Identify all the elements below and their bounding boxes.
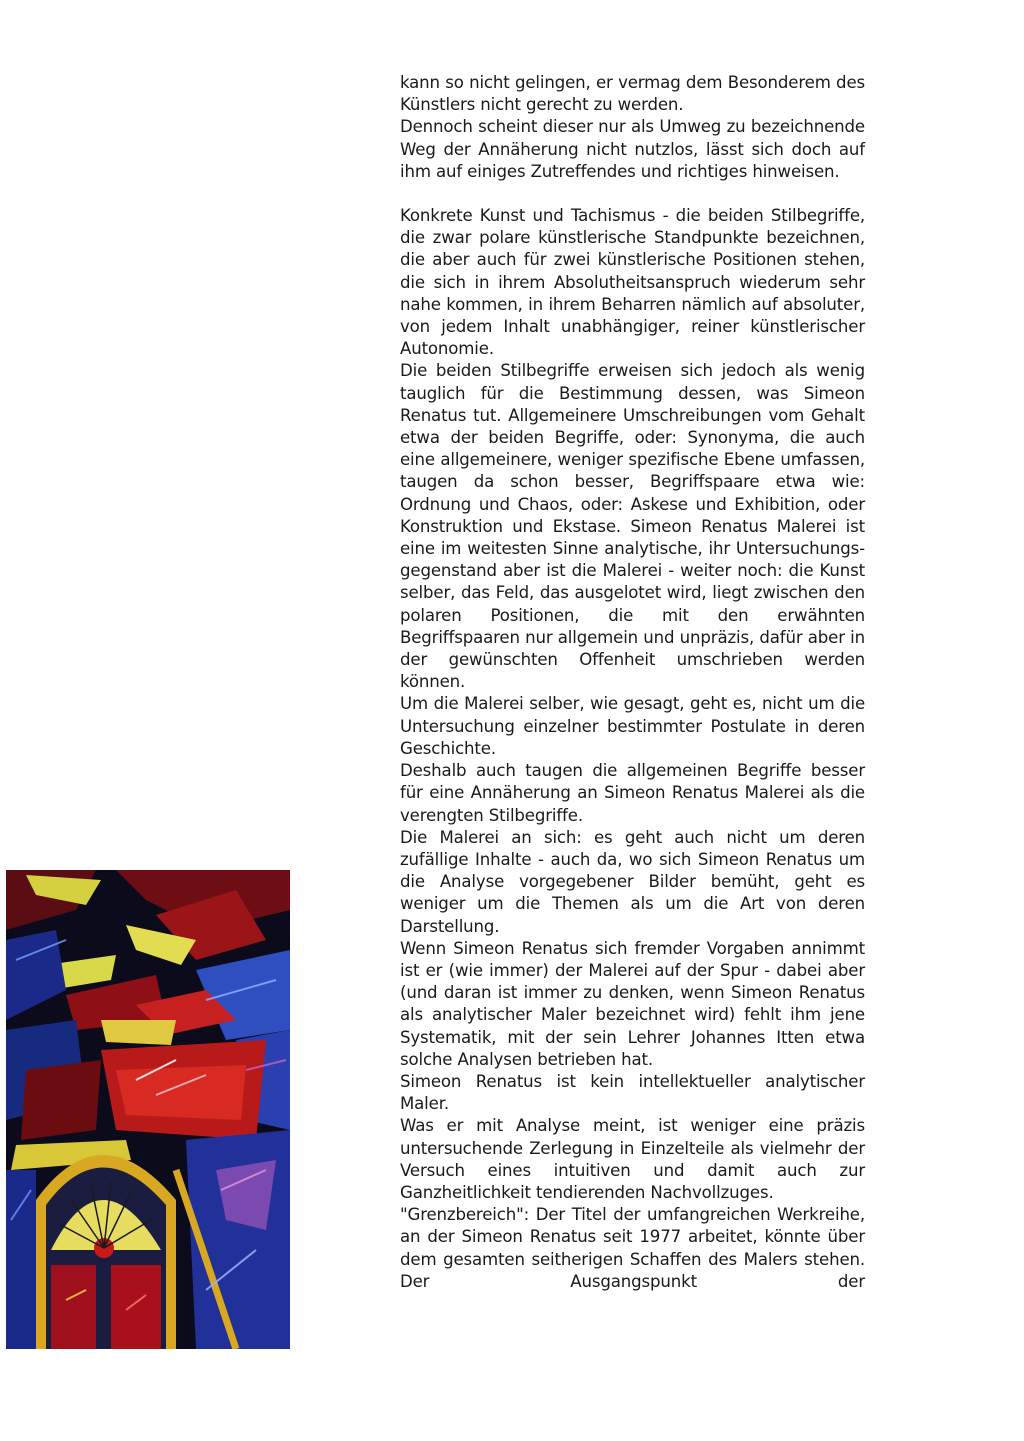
article-text-column — [400, 72, 865, 1293]
painting-artwork — [6, 870, 290, 1349]
abstract-painting-image — [6, 870, 290, 1349]
paragraph: Dennoch scheint dieser nur als Umweg zu bezeichnende Weg der Annäherung nicht nutzlos, lässt sich doch auf ihm auf einiges Zutreffendes und richtiges hinweisen. — [400, 117, 865, 181]
paragraph: Die Malerei an sich: es geht auch nicht um deren zufällige Inhalte - auch da, wo sich Simeon Renatus um die Analyse vorgegebener Bilder bemüht, geht es weniger um die Themen als um die Art von deren Darstellung. — [400, 827, 865, 936]
paragraph: Konkrete Kunst und Tachismus - die beiden Stilbegriffe, die zwar polare künstlerische Standpunkte bezeichnen, die aber auch für zwei künstlerische Positionen stehen, die sich in ihrem Absolutheitsanspruch wiederum sehr nahe kommen, in ihrem Beharren nämlich auf absoluter, von jedem Inhalt unabhängiger, reiner künstlerischer Autonomie. — [400, 206, 865, 359]
paragraph: Wenn Simeon Renatus sich fremder Vorgaben annimmt ist er (wie immer) der Malerei auf der Spur - dabei aber (und daran ist immer zu denken, wenn Simeon Renatus als analytischer Maler bezeichnet wird) fehlt ihm jene Systematik, mit der sein Lehrer Johannes Itten etwa solche Analysen betrieben hat. — [400, 938, 865, 1069]
paragraph: Die beiden Stilbegriffe erweisen sich jedoch als wenig tauglich für die Bestimmung dessen, was Simeon Renatus tut. Allgemeinere Umschreibungen vom Gehalt etwa der beiden Begriffe, oder: Synonyma, die auch eine allgemeinere, weniger spezifische Ebene umfassen, taugen da schon besser, Begriffspaare etwa wie: Ordnung und Chaos, oder: Askese und Exhibition, oder Konstruktion und Ekstase. Simeon Renatus Malerei ist eine im weitesten Sinne analytische, ihr Untersuchungs-gegenstand aber ist die Malerei - weiter noch: die Kunst selber, das Feld, das ausgelotet wird, liegt zwischen den polaren Positionen, die mit den erwähnten Begriffspaaren nur allgemein und unpräzis, dafür aber in der gewünschten Offenheit umschrieben werden können. — [400, 361, 865, 692]
paragraph: Was er mit Analyse meint, ist weniger eine präzis untersuchende Zerlegung in Einzelteile als vielmehr der Versuch eines intuitiven und damit auch zur Ganzheitlichkeit tendierenden Nachvollzuges. — [400, 1116, 865, 1202]
paragraph: "Grenzbereich": Der Titel der umfangreichen Werkreihe, an der Simeon Renatus seit 1977 arbeitet, könnte über dem gesamten seitherigen Schaffen des Malers stehen. Der Ausgangspunkt der — [400, 1205, 865, 1291]
paragraph: Deshalb auch taugen die allgemeinen Begriffe besser für eine Annäherung an Simeon Renatus Malerei als die verengten Stilbegriffe. — [400, 761, 865, 825]
paragraph: kann so nicht gelingen, er vermag dem Besonderem des Künstlers nicht gerecht zu werden. — [400, 73, 865, 115]
paragraph: Um die Malerei selber, wie gesagt, geht es, nicht um die Untersuchung einzelner bestimmter Postulate in deren Geschichte. — [400, 694, 865, 758]
paragraph: Simeon Renatus ist kein intellektueller analytischer Maler. — [400, 1071, 865, 1114]
paragraph-gap — [400, 183, 865, 205]
